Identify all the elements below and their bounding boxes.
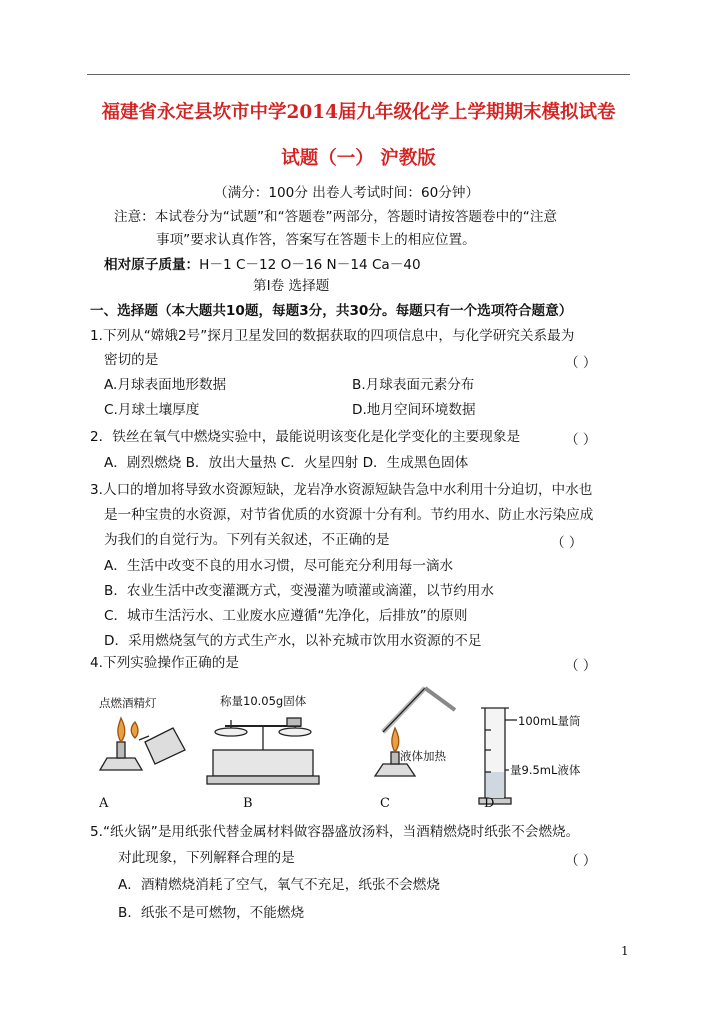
q1-stem-line-1: 1.下列从“嫦娥2号”探月卫星发回的数据获取的四项信息中，与化学研究关系最为 bbox=[90, 328, 575, 344]
header-rule bbox=[87, 74, 630, 75]
q2-stem: 2．铁丝在氧气中燃烧实验中，最能说明该变化是化学变化的主要现象是 bbox=[90, 429, 521, 445]
page-number: 1 bbox=[621, 944, 629, 958]
score-time: （满分：100分 出卷人考试时间：60分钟） bbox=[214, 185, 480, 201]
q3-stem-line-3: 为我们的自觉行为。下列有关叙述，不正确的是 bbox=[104, 532, 390, 548]
figure-letter-a: A bbox=[99, 796, 109, 811]
q3-option-c: C．城市生活污水、工业废水应遵循“先净化，后排放”的原则 bbox=[104, 608, 468, 624]
q1-answer-paren: （ ） bbox=[565, 355, 597, 371]
section-heading: 一、选择题（本大题共10题，每题3分，共30分。每题只有一个选项符合题意） bbox=[90, 303, 573, 319]
atomic-mass-values: H－1 C－12 O－16 N－14 Ca－40 bbox=[199, 257, 421, 273]
q1-option-c: C.月球土壤厚度 bbox=[104, 402, 200, 418]
volume-title: 第Ⅰ卷 选择题 bbox=[253, 278, 330, 294]
q5-answer-paren: （ ） bbox=[565, 853, 597, 869]
q5-stem-line-2: 对此现象，下列解释合理的是 bbox=[118, 850, 295, 866]
atomic-mass-label: 相对原子质量： bbox=[104, 257, 200, 273]
graduated-cylinder-icon bbox=[479, 708, 517, 804]
atomic-mass bbox=[104, 256, 421, 274]
label-heat-liquid: 液体加热 bbox=[400, 749, 446, 763]
q1-option-d: D.地月空间环境数据 bbox=[352, 402, 476, 418]
q2-options: A．剧烈燃烧 B．放出大量热 C．火星四射 D．生成黑色固体 bbox=[104, 455, 469, 471]
label-cylinder: 100mL量筒 bbox=[518, 714, 581, 728]
q5-option-a: A．酒精燃烧消耗了空气，氧气不充足，纸张不会燃烧 bbox=[118, 877, 440, 893]
q3-option-a: A．生活中改变不良的用水习惯，尽可能充分利用每一滴水 bbox=[104, 558, 454, 574]
q1-option-b: B.月球表面元素分布 bbox=[352, 377, 475, 393]
title-line-1: 福建省永定县坎市中学2014届九年级化学上学期期末模拟试卷 bbox=[101, 102, 616, 123]
label-measure-liquid: 量9.5mL液体 bbox=[510, 763, 581, 777]
q1-option-a: A.月球表面地形数据 bbox=[104, 377, 227, 393]
q3-answer-paren: （ ） bbox=[551, 535, 583, 551]
q5-option-b: B．纸张不是可燃物，不能燃烧 bbox=[118, 905, 305, 921]
notice-line-1: 注意：本试卷分为“试题”和“答题卷”两部分，答题时请按答题卷中的“注意 bbox=[114, 209, 558, 225]
figure-letter-c: C bbox=[380, 796, 390, 811]
q3-option-d: D．采用燃烧氢气的方式生产水，以补充城市饮用水资源的不足 bbox=[104, 633, 482, 649]
q4-answer-paren: （ ） bbox=[565, 658, 597, 674]
notice-line-2: 事项”要求认真作答，答案写在答题卡上的相应位置。 bbox=[156, 232, 476, 248]
label-weigh-solid: 称量10.05g固体 bbox=[220, 694, 307, 708]
q4-stem: 4.下列实验操作正确的是 bbox=[90, 655, 239, 671]
q2-answer-paren: （ ） bbox=[565, 432, 597, 448]
q1-stem-line-2: 密切的是 bbox=[104, 352, 159, 368]
q5-stem-line-1: 5.“纸火锅”是用纸张代替金属材料做容器盛放汤料，当酒精燃烧时纸张不会燃烧。 bbox=[90, 824, 580, 840]
tilted-lamp-icon bbox=[131, 722, 185, 764]
q4-apparatus-figure bbox=[95, 680, 615, 815]
balance-icon bbox=[207, 718, 319, 784]
figure-letter-d: D bbox=[484, 796, 495, 811]
q3-stem-line-2: 是一种宝贵的水资源，对节省优质的水资源十分有利。节约用水、防止水污染应成 bbox=[104, 507, 594, 523]
title-line-2: 试题（一） 沪教版 bbox=[281, 148, 436, 169]
label-light-lamp: 点燃酒精灯 bbox=[99, 696, 157, 710]
figure-letter-b: B bbox=[243, 796, 253, 811]
q3-option-b: B．农业生活中改变灌溉方式，变漫灌为喷灌或滴灌，以节约用水 bbox=[104, 583, 494, 599]
q3-stem-line-1: 3.人口的增加将导致水资源短缺，龙岩净水资源短缺告急中水利用十分迫切，中水也 bbox=[90, 482, 593, 498]
